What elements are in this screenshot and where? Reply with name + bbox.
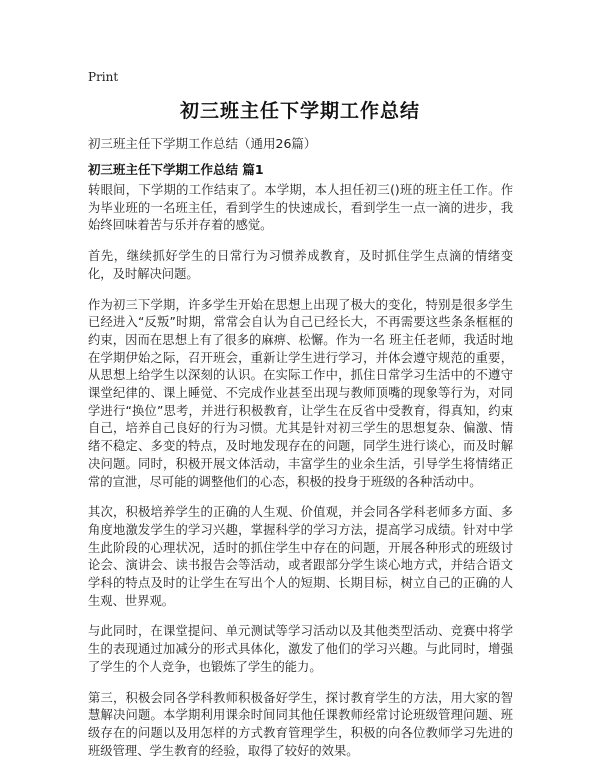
section-heading: 初三班主任下学期工作总结 篇1	[88, 162, 264, 177]
paragraph: 第三，积极会同各学科教师积极备好学生，探讨教育学生的方法，用大家的智慧解决问题。本学期利用课余时间同其他任课教师经常讨论班级管理问题、班级存在的问题以及用怎样的方式教育管理学生，积极的向各位教师学习先进的班级管理、学生教育的经验，取得了较好的效果。	[88, 690, 513, 758]
paragraph: 其次，积极培养学生的正确的人生观、价值观，并会同各学科老师多方面、多角度地激发学生的学习兴趣，掌握科学的学习方法，提高学习成绩。针对中学生此阶段的心理状况，适时的抓住学生中存在的问题，开展各种形式的班级讨论会、演讲会、读书报告会等活动，或者跟部分学生谈心地方式，并结合语文学科的特点及时的让学生在写出个人的短期、长期目标，树立自己的正确的人生观、世界观。	[88, 505, 513, 608]
paragraph: 作为初三下学期，许多学生开始在思想上出现了极大的变化，特别是很多学生已经进入“反叛”时期，常常会自认为自己已经长大，不再需要这些条条框框的约束，因而在思想上有了很多的麻痹、松懈。作为一名 班主任老师，我适时地在学期伊始之际，召开班会，重新让学生进行学习，并体会遵守规范的重要，从思想上给学生以深刻的认识。在实际工作中，抓住日常学习生活中的不遵守课堂纪律的、课上睡觉、不完成作业甚至出现与教师顶嘴的现象等行为，对同学进行“换位”思考，并进行积极教育，让学生在反省中受教育，得真知，约束自己，培养自己良好的行为习惯。尤其是针对初三学生的思想复杂、偏激、情绪不稳定、多变的特点，及时地发现存在的问题，同学生进行谈心，而及时解决问题。同时，积极开展文体活动，丰富学生的业余生活，引导学生将情绪正常的宣泄，尽可能的调整他们的心态，积极的投身于班级的各种活动中。	[88, 297, 513, 489]
print-link[interactable]: Print	[88, 70, 119, 84]
paragraph: 首先，继续抓好学生的日常行为习惯养成教育，及时抓住学生点滴的情绪变化，及时解决问题。	[88, 249, 513, 281]
document-subtitle: 初三班主任下学期工作总结（通用26篇）	[88, 136, 317, 151]
paragraph: 与此同时，在课堂提问、单元测试等学习活动以及其他类型活动、竞赛中将学生的表现通过加减分的形式具体化，激发了他们的学习兴趣。与此同时，增强了学生的个人竞争，也锻炼了学生的能力。	[88, 624, 513, 674]
paragraph: 转眼间，下学期的工作结束了。本学期，本人担任初三()班的班主任工作。作为毕业班的一名班主任，看到学生的快速成长，看到学生一点一滴的进步，我始终回味着苦与乐并存着的感觉。	[88, 183, 513, 233]
article-body	[88, 182, 513, 773]
page-title: 初三班主任下学期工作总结	[179, 100, 420, 122]
